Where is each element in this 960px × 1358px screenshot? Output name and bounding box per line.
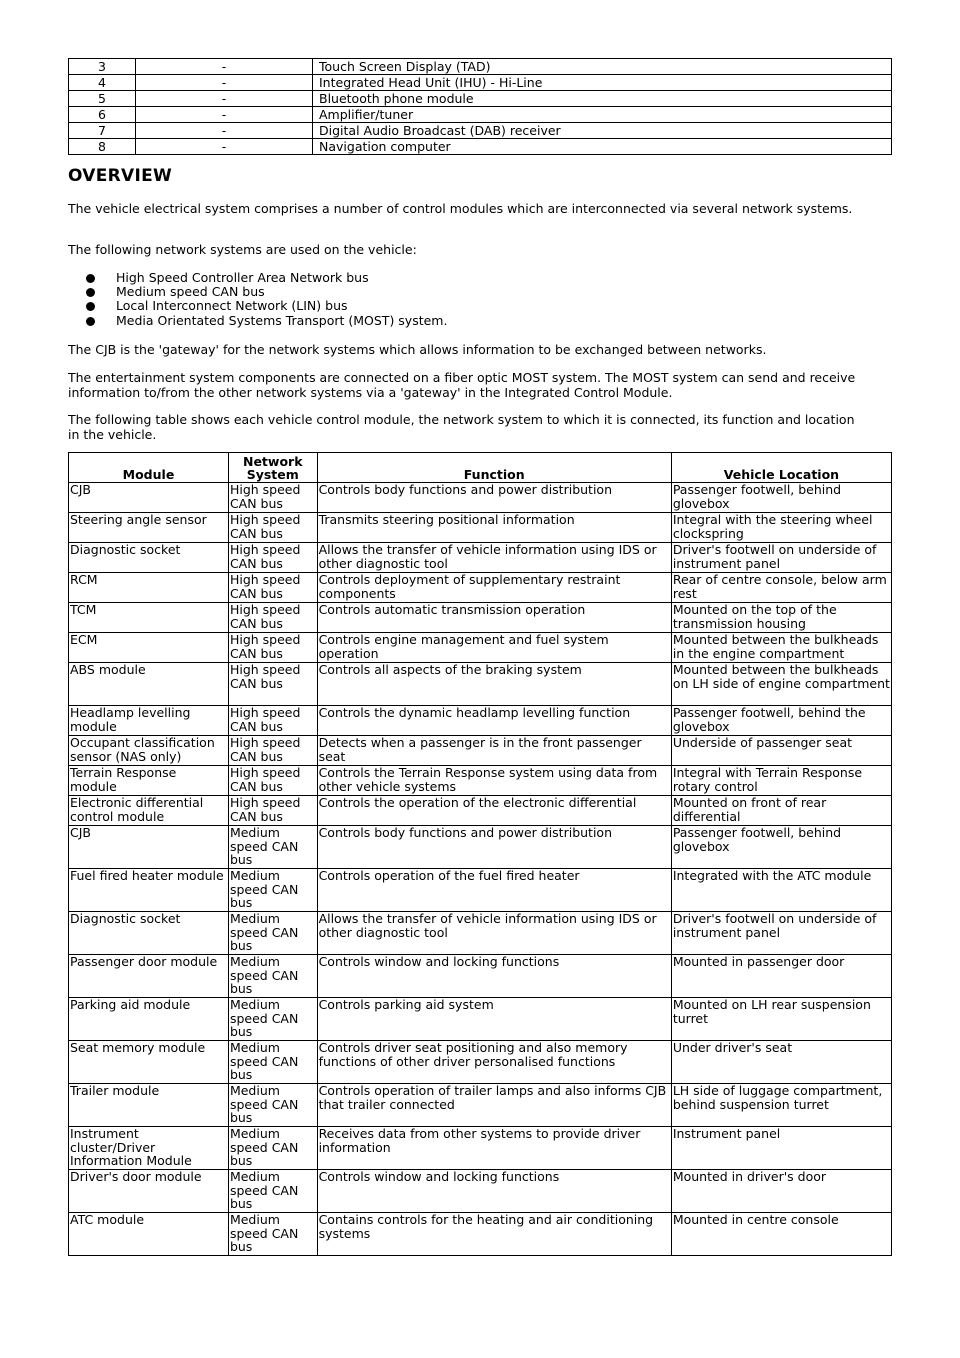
item-number: 8 [69, 139, 136, 155]
cell-vehicle-location: Mounted between the bulkheads in the engine compartment [671, 633, 891, 663]
bullet-dot-icon [86, 302, 95, 311]
table-row [69, 59, 892, 75]
item-description: Navigation computer [313, 139, 892, 155]
cell-function: Controls the operation of the electronic differential [317, 796, 671, 826]
cell-vehicle-location: Mounted on the top of the transmission housing [671, 603, 891, 633]
cell-function: Allows the transfer of vehicle information using IDS or other diagnostic tool [317, 543, 671, 573]
cell-function: Controls all aspects of the braking system [317, 663, 671, 706]
cell-module: RCM [69, 573, 229, 603]
cell-vehicle-location: Mounted between the bulkheads on LH side of engine compartment [671, 663, 891, 706]
cell-vehicle-location: LH side of luggage compartment, behind suspension turret [671, 1084, 891, 1127]
header-function: Function [317, 453, 671, 483]
cell-function: Detects when a passenger is in the front passenger seat [317, 736, 671, 766]
cell-module: Seat memory module [69, 1041, 229, 1084]
cell-network-system: Medium speed CAN bus [228, 869, 317, 912]
cell-module: Steering angle sensor [69, 513, 229, 543]
cell-module: ATC module [69, 1213, 229, 1256]
table-row [69, 826, 892, 869]
cell-function: Controls operation of trailer lamps and also informs CJB that trailer connected [317, 1084, 671, 1127]
cell-vehicle-location: Mounted in centre console [671, 1213, 891, 1256]
cell-network-system: Medium speed CAN bus [228, 1084, 317, 1127]
cell-function: Controls driver seat positioning and also memory functions of other driver personalised functions [317, 1041, 671, 1084]
cell-vehicle-location: Mounted on front of rear differential [671, 796, 891, 826]
component-index-table [68, 58, 892, 155]
table-row [69, 663, 892, 706]
cell-vehicle-location: Mounted in passenger door [671, 955, 891, 998]
bullet-dot-icon [86, 317, 95, 326]
cell-function: Receives data from other systems to provide driver information [317, 1127, 671, 1170]
cell-module: Driver's door module [69, 1170, 229, 1213]
table-row [69, 543, 892, 573]
cell-function: Controls automatic transmission operation [317, 603, 671, 633]
table-row [69, 998, 892, 1041]
table-row [69, 513, 892, 543]
cell-module: ECM [69, 633, 229, 663]
table-row [69, 1041, 892, 1084]
list-item [86, 314, 447, 328]
item-description: Amplifier/tuner [313, 107, 892, 123]
list-item-text: Media Orientated Systems Transport (MOST) system. [116, 312, 448, 328]
item-number: 7 [69, 123, 136, 139]
cell-network-system: High speed CAN bus [228, 483, 317, 513]
cell-module: Diagnostic socket [69, 912, 229, 955]
item-number: 6 [69, 107, 136, 123]
cell-module: Headlamp levelling module [69, 706, 229, 736]
cell-vehicle-location: Passenger footwell, behind the glovebox [671, 706, 891, 736]
cell-vehicle-location: Rear of centre console, below arm rest [671, 573, 891, 603]
cell-vehicle-location: Mounted on LH rear suspension turret [671, 998, 891, 1041]
cell-network-system: High speed CAN bus [228, 796, 317, 826]
cell-network-system: Medium speed CAN bus [228, 955, 317, 998]
cell-function: Contains controls for the heating and air conditioning systems [317, 1213, 671, 1256]
cell-module: Parking aid module [69, 998, 229, 1041]
item-number: 5 [69, 91, 136, 107]
item-dash: - [136, 75, 313, 91]
list-item-text: High Speed Controller Area Network bus [116, 270, 369, 285]
bullet-dot-icon [86, 274, 95, 283]
section-title: OVERVIEW [68, 166, 173, 186]
table-row [69, 483, 892, 513]
table-row [69, 1084, 892, 1127]
cell-network-system: Medium speed CAN bus [228, 826, 317, 869]
header-vehicle-location: Vehicle Location [671, 453, 891, 483]
cell-network-system: Medium speed CAN bus [228, 912, 317, 955]
table-row [69, 766, 892, 796]
cell-network-system: High speed CAN bus [228, 736, 317, 766]
cell-vehicle-location: Under driver's seat [671, 1041, 891, 1084]
module-network-table [68, 452, 892, 1256]
table-row [69, 107, 892, 123]
cell-function: Transmits steering positional information [317, 513, 671, 543]
network-list-intro: The following network systems are used on the vehicle: [68, 242, 417, 257]
list-item [86, 271, 447, 285]
table-row [69, 139, 892, 155]
bullet-dot-icon [86, 288, 95, 297]
cell-vehicle-location: Integral with Terrain Response rotary control [671, 766, 891, 796]
cell-vehicle-location: Passenger footwell, behind glovebox [671, 483, 891, 513]
cell-function: Controls body functions and power distribution [317, 483, 671, 513]
cell-function: Controls window and locking functions [317, 1170, 671, 1213]
table-row [69, 91, 892, 107]
table-row [69, 123, 892, 139]
table-row [69, 1127, 892, 1170]
item-dash: - [136, 107, 313, 123]
table-row [69, 955, 892, 998]
table-row [69, 796, 892, 826]
cell-vehicle-location: Integrated with the ATC module [671, 869, 891, 912]
item-dash: - [136, 91, 313, 107]
header-module: Module [69, 453, 229, 483]
table-row [69, 603, 892, 633]
cell-vehicle-location: Passenger footwell, behind glovebox [671, 826, 891, 869]
cell-network-system: High speed CAN bus [228, 633, 317, 663]
item-number: 4 [69, 75, 136, 91]
item-description: Bluetooth phone module [313, 91, 892, 107]
cell-module: CJB [69, 483, 229, 513]
cell-module: Electronic differential control module [69, 796, 229, 826]
cell-network-system: Medium speed CAN bus [228, 998, 317, 1041]
table-row [69, 869, 892, 912]
table-row [69, 1170, 892, 1213]
cell-module: ABS module [69, 663, 229, 706]
list-item [86, 285, 447, 299]
cell-network-system: High speed CAN bus [228, 766, 317, 796]
cell-function: Controls the Terrain Response system using data from other vehicle systems [317, 766, 671, 796]
cell-module: Terrain Response module [69, 766, 229, 796]
cell-network-system: High speed CAN bus [228, 543, 317, 573]
most-paragraph: The entertainment system components are connected on a fiber optic MOST system. The MOST system can send and receive information to/from the other network systems via a 'gateway' in the Integrated Control Module. [68, 370, 856, 400]
table-row [69, 633, 892, 663]
list-item-text: Medium speed CAN bus [116, 284, 265, 300]
cell-vehicle-location: Driver's footwell on underside of instrument panel [671, 543, 891, 573]
cell-module: Instrument cluster/Driver Information Module [69, 1127, 229, 1170]
table-row [69, 75, 892, 91]
cell-network-system: Medium speed CAN bus [228, 1127, 317, 1170]
table-row [69, 912, 892, 955]
cell-module: TCM [69, 603, 229, 633]
cell-function: Controls body functions and power distribution [317, 826, 671, 869]
cell-vehicle-location: Instrument panel [671, 1127, 891, 1170]
item-number: 3 [69, 59, 136, 75]
cell-function: Controls the dynamic headlamp levelling function [317, 706, 671, 736]
cell-network-system: Medium speed CAN bus [228, 1213, 317, 1256]
table-header-row [69, 453, 892, 483]
table-row [69, 706, 892, 736]
cell-network-system: Medium speed CAN bus [228, 1170, 317, 1213]
table-intro-paragraph: The following table shows each vehicle control module, the network system to which it is connected, its function and location in the vehicle. [68, 412, 855, 442]
cell-network-system: High speed CAN bus [228, 706, 317, 736]
cell-module: CJB [69, 826, 229, 869]
cell-network-system: High speed CAN bus [228, 603, 317, 633]
cell-network-system: High speed CAN bus [228, 663, 317, 706]
list-item [86, 299, 447, 313]
item-dash: - [136, 123, 313, 139]
cell-network-system: High speed CAN bus [228, 513, 317, 543]
item-dash: - [136, 139, 313, 155]
cell-vehicle-location: Integral with the steering wheel clockspring [671, 513, 891, 543]
intro-paragraph: The vehicle electrical system comprises a number of control modules which are interconnected via several network systems. [68, 201, 853, 216]
cell-function: Allows the transfer of vehicle information using IDS or other diagnostic tool [317, 912, 671, 955]
cell-module: Occupant classification sensor (NAS only) [69, 736, 229, 766]
table-row [69, 736, 892, 766]
cell-function: Controls deployment of supplementary restraint components [317, 573, 671, 603]
table-row [69, 573, 892, 603]
item-description: Digital Audio Broadcast (DAB) receiver [313, 123, 892, 139]
cell-function: Controls parking aid system [317, 998, 671, 1041]
item-description: Integrated Head Unit (IHU) - Hi-Line [313, 75, 892, 91]
cell-network-system: High speed CAN bus [228, 573, 317, 603]
cell-network-system: Medium speed CAN bus [228, 1041, 317, 1084]
item-dash: - [136, 59, 313, 75]
cell-vehicle-location: Driver's footwell on underside of instrument panel [671, 912, 891, 955]
cell-function: Controls engine management and fuel system operation [317, 633, 671, 663]
item-description: Touch Screen Display (TAD) [313, 59, 892, 75]
network-systems-list [86, 271, 447, 328]
table-row [69, 1213, 892, 1256]
cell-module: Fuel fired heater module [69, 869, 229, 912]
gateway-paragraph: The CJB is the 'gateway' for the network systems which allows information to be exchanged between networks. [68, 342, 767, 357]
cell-function: Controls window and locking functions [317, 955, 671, 998]
cell-function: Controls operation of the fuel fired heater [317, 869, 671, 912]
cell-module: Passenger door module [69, 955, 229, 998]
list-item-text: Local Interconnect Network (LIN) bus [116, 298, 348, 314]
header-network-system: Network System [228, 453, 317, 483]
cell-module: Trailer module [69, 1084, 229, 1127]
cell-module: Diagnostic socket [69, 543, 229, 573]
cell-vehicle-location: Mounted in driver's door [671, 1170, 891, 1213]
cell-vehicle-location: Underside of passenger seat [671, 736, 891, 766]
